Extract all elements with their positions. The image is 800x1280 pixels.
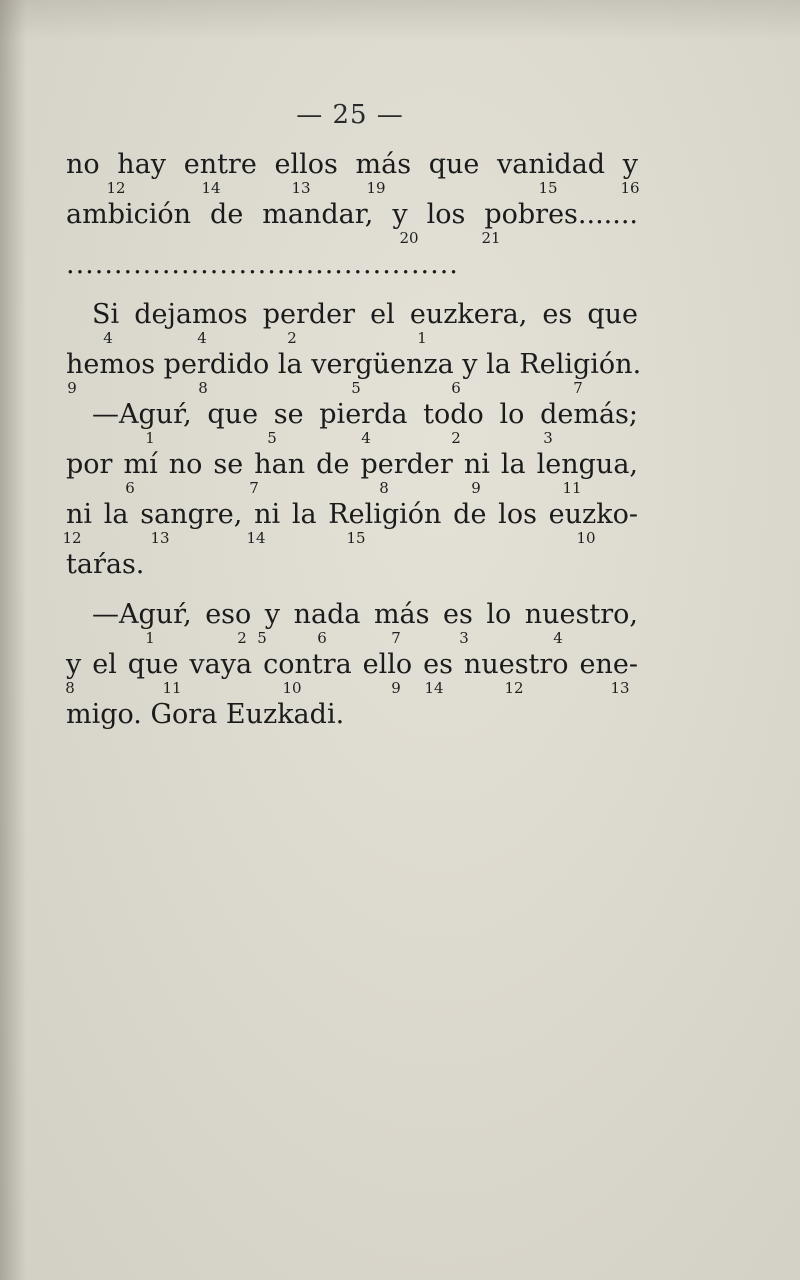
line-text: y el que vaya contra ello es nuestro ene- [66, 649, 638, 680]
word-order-number: 4 [197, 329, 207, 347]
text-line [66, 448, 638, 498]
line-text: —Aguŕ, que se pierda todo lo demás; [92, 399, 638, 430]
line-text: por mí no se han de perder ni la lengua, [66, 449, 638, 480]
word-order-number: 14 [424, 679, 444, 697]
word-order-number: 10 [282, 679, 302, 697]
word-order-number: 9 [67, 379, 77, 397]
word-order-number: 3 [459, 629, 469, 647]
word-order-numbers [66, 329, 638, 347]
word-order-number: 4 [553, 629, 563, 647]
text-line [66, 398, 638, 448]
text-line [66, 348, 642, 398]
line-text: migo. Gora Euzkadi. [66, 699, 345, 730]
word-order-number: 2 [287, 329, 297, 347]
word-order-number: 15 [538, 179, 558, 197]
word-order-number: 12 [62, 529, 82, 547]
word-order-number: 10 [576, 529, 596, 547]
word-order-number: 21 [481, 229, 501, 247]
word-order-number: 15 [346, 529, 366, 547]
line-text: Si dejamos perder el euzkera, es que [92, 299, 638, 330]
word-order-number: 13 [291, 179, 311, 197]
word-order-number: 9 [471, 479, 481, 497]
word-order-number: 20 [399, 229, 419, 247]
word-order-number: 8 [65, 679, 75, 697]
word-order-number: 5 [351, 379, 361, 397]
word-order-number: 7 [573, 379, 583, 397]
line-text: ni la sangre, ni la Religión de los euzko- [66, 499, 638, 530]
word-order-numbers [66, 379, 638, 397]
word-order-number: 8 [198, 379, 208, 397]
word-order-number: 4 [103, 329, 113, 347]
word-order-number: 1 [145, 629, 155, 647]
text-line [66, 698, 638, 748]
word-order-numbers [66, 229, 638, 247]
line-text: taŕas. [66, 549, 145, 580]
word-order-number: 2 [451, 429, 461, 447]
text-line [66, 248, 638, 298]
page-number: — 25 — [296, 100, 404, 130]
word-order-number: 1 [417, 329, 427, 347]
dotted-separator: ......................................... [66, 249, 459, 280]
word-order-number: 6 [451, 379, 461, 397]
word-order-numbers [66, 629, 638, 647]
text-line [66, 298, 638, 348]
line-text: no hay entre ellos más que vanidad y [66, 149, 638, 180]
word-order-number: 5 [257, 629, 267, 647]
word-order-numbers [66, 429, 638, 447]
word-order-number: 7 [391, 629, 401, 647]
text-line [66, 198, 638, 248]
word-order-number: 3 [543, 429, 553, 447]
word-order-numbers [66, 179, 638, 197]
text-line [62, 498, 638, 548]
line-text: hemos perdido la vergüenza y la Religión. [66, 349, 642, 380]
word-order-number: 5 [267, 429, 277, 447]
line-text: —Aguŕ, eso y nada más es lo nuestro, [92, 599, 638, 630]
word-order-numbers [66, 679, 638, 697]
word-order-number: 2 [237, 629, 247, 647]
word-order-number: 16 [620, 179, 640, 197]
word-order-number: 7 [249, 479, 259, 497]
text-line [66, 148, 638, 198]
text-line [66, 548, 638, 598]
word-order-number: 12 [106, 179, 126, 197]
word-order-number: 4 [361, 429, 371, 447]
word-order-number: 14 [246, 529, 266, 547]
word-order-number: 12 [504, 679, 524, 697]
text-line [66, 648, 638, 698]
word-order-number: 11 [562, 479, 582, 497]
text-block [62, 148, 642, 748]
word-order-number: 13 [610, 679, 630, 697]
word-order-number: 1 [145, 429, 155, 447]
word-order-number: 8 [379, 479, 389, 497]
line-text: ambición de mandar, y los pobres....... [66, 199, 638, 230]
word-order-number: 9 [391, 679, 401, 697]
word-order-numbers [66, 479, 638, 497]
word-order-number: 6 [317, 629, 327, 647]
word-order-number: 11 [162, 679, 182, 697]
word-order-number: 6 [125, 479, 135, 497]
text-line [66, 598, 638, 648]
word-order-number: 13 [150, 529, 170, 547]
word-order-number: 19 [366, 179, 386, 197]
word-order-numbers [62, 529, 638, 547]
word-order-number: 14 [201, 179, 221, 197]
